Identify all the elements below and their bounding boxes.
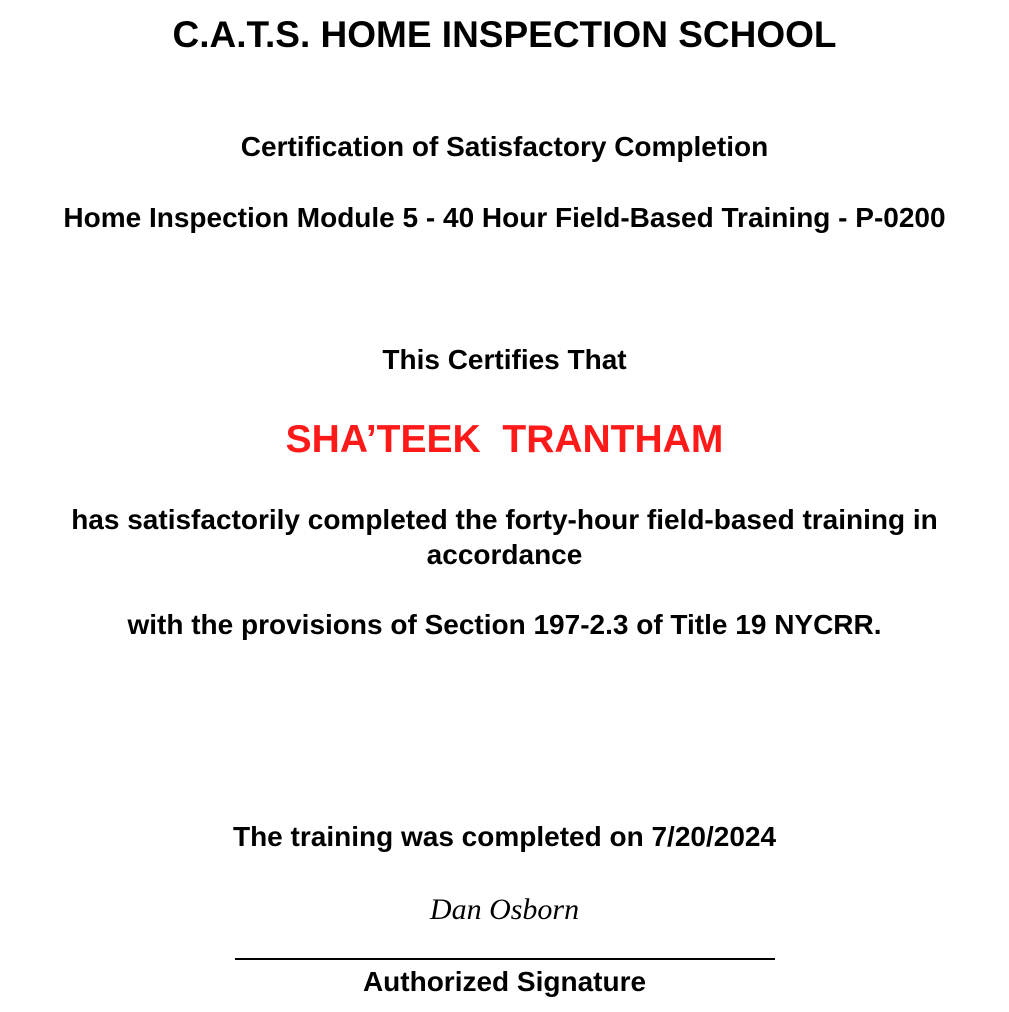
signature-label: Authorized Signature	[362, 966, 647, 997]
completion-statement: has satisfactorily completed the forty-hour field-based training in accordance	[71, 504, 938, 570]
completion-date-text: The training was completed on 7/20/2024	[232, 821, 777, 852]
provisions-text: with the provisions of Section 197-2.3 of Title 19 NYCRR.	[127, 609, 882, 640]
certificate-title: Certification of Satisfactory Completion	[240, 131, 769, 162]
module-title: Home Inspection Module 5 - 40 Hour Field-Based Training - P-0200	[63, 202, 946, 233]
recipient-name: SHA’TEEK TRANTHAM	[285, 418, 724, 461]
certifies-text: This Certifies That	[382, 344, 627, 375]
signature-line	[235, 958, 775, 960]
signature-name: Dan Osborn	[429, 893, 580, 926]
school-name: C.A.T.S. HOME INSPECTION SCHOOL	[172, 14, 837, 55]
